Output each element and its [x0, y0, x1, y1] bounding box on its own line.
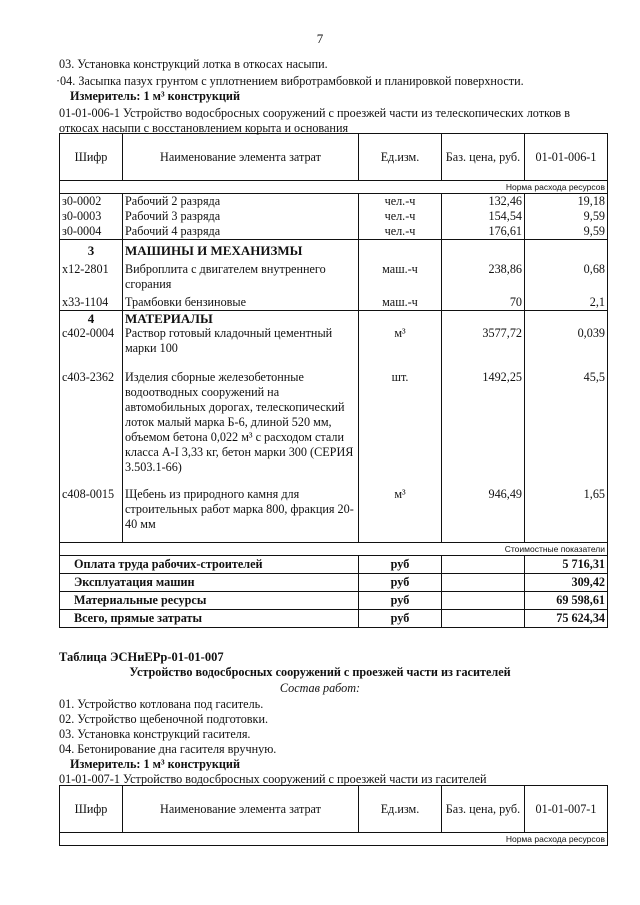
cell-code: з0-0002 — [60, 194, 123, 210]
total-unit: руб — [359, 610, 442, 628]
cell-name: Виброплита с двигателем внутреннего сгорания — [123, 258, 359, 292]
header-code: Шифр — [60, 786, 123, 833]
work-step-line: 03. Установка конструкций лотка в откосах насыпи. — [59, 57, 328, 71]
cell-code: х33-1104 — [60, 292, 123, 311]
cell-code: з0-0004 — [60, 224, 123, 240]
total-value: 75 624,34 — [525, 610, 608, 628]
section-number: 3 — [60, 240, 123, 259]
table-subtitle: Устройство водосбросных сооружений с проезжей части из гасителей — [129, 665, 511, 679]
cell-norm: 45,5 — [525, 356, 608, 475]
cell-name: Рабочий 3 разряда — [123, 209, 359, 224]
work-step-line: 03. Установка конструкций гасителя. — [59, 727, 251, 741]
header-name: Наименование элемента затрат — [123, 786, 359, 833]
section-number: 4 — [60, 311, 123, 327]
table-row — [60, 292, 608, 311]
cell-unit: чел.-ч — [359, 224, 442, 240]
table-row — [60, 356, 608, 475]
work-step-line: ·04. Засыпка пазух грунтом с уплотнением вибротрамбовкой и планировкой поверхности. — [56, 74, 524, 88]
total-unit: руб — [359, 592, 442, 610]
cell-price: 1492,25 — [442, 356, 525, 475]
cell-code: с403-2362 — [60, 356, 123, 475]
cell-name: Щебень из природного камня для строительных работ марка 800, фракция 20-40 мм — [123, 475, 359, 532]
cell-norm: 19,18 — [525, 194, 608, 210]
cell-norm: 0,039 — [525, 326, 608, 356]
cell-price: 946,49 — [442, 475, 525, 532]
cell-unit: маш.-ч — [359, 258, 442, 292]
total-label: Всего, прямые затраты — [60, 610, 359, 628]
total-value: 69 598,61 — [525, 592, 608, 610]
cell-price: 132,46 — [442, 194, 525, 210]
total-label: Оплата труда рабочих-строителей — [60, 556, 359, 574]
cell-name: Изделия сборные железобетонные водоотводных сооружений на автомобильных дорогах, телескопический лоток малый марка Б-6, длиной 520 мм, объемом бетона 0,022 м³ с расходом стали класса А-I 3,33 кг, бетон марки 300 (СЕРИЯ 3.503.1-66) — [123, 356, 359, 475]
cell-price: 70 — [442, 292, 525, 311]
cell-unit: м³ — [359, 326, 442, 356]
section-row — [60, 311, 608, 327]
cell-unit: маш.-ч — [359, 292, 442, 311]
cell-code: х12-2801 — [60, 258, 123, 292]
rate-description: 01-01-006-1 Устройство водосбросных сооружений с проезжей части из телескопических лотков в — [59, 106, 570, 120]
cell-unit: шт. — [359, 356, 442, 475]
measure-unit-label: Измеритель: 1 м³ конструкций — [70, 89, 240, 103]
rate-description: откосах насыпи с восстановлением корыта и основания — [59, 121, 349, 135]
section-row — [60, 240, 608, 259]
header-norm: 01-01-007-1 — [525, 786, 608, 833]
header-price: Баз. цена, руб. — [442, 786, 525, 833]
cell-norm: 0,68 — [525, 258, 608, 292]
header-price: Баз. цена, руб. — [442, 134, 525, 181]
total-row — [60, 610, 608, 628]
total-label: Материальные ресурсы — [60, 592, 359, 610]
table-row — [60, 224, 608, 240]
header-norm: 01-01-006-1 — [525, 134, 608, 181]
cell-code: с408-0015 — [60, 475, 123, 532]
section-title: МАШИНЫ И МЕХАНИЗМЫ — [123, 240, 359, 259]
table-row — [60, 258, 608, 292]
norm-caption: Норма расхода ресурсов — [60, 833, 608, 846]
table-row — [60, 194, 608, 210]
total-value: 5 716,31 — [525, 556, 608, 574]
work-step-line: 04. Бетонирование дна гасителя вручную. — [59, 742, 277, 756]
cell-price: 3577,72 — [442, 326, 525, 356]
work-step-line: 02. Устройство щебеночной подготовки. — [59, 712, 269, 726]
cell-norm: 2,1 — [525, 292, 608, 311]
cell-price: 154,54 — [442, 209, 525, 224]
cell-code: с402-0004 — [60, 326, 123, 356]
total-row — [60, 592, 608, 610]
cell-code: з0-0003 — [60, 209, 123, 224]
resource-table — [59, 133, 608, 628]
cell-norm: 1,65 — [525, 475, 608, 532]
work-step-line: 01. Устройство котлована под гаситель. — [59, 697, 264, 711]
cell-price: 176,61 — [442, 224, 525, 240]
cell-name: Раствор готовый кладочный цементный марки 100 — [123, 326, 359, 356]
table-title: Таблица ЭСНиЕРр-01-01-007 — [59, 650, 224, 664]
total-label: Эксплуатация машин — [60, 574, 359, 592]
cell-name: Рабочий 2 разряда — [123, 194, 359, 210]
section-title: МАТЕРИАЛЫ — [123, 311, 359, 327]
table-row — [60, 475, 608, 532]
header-code: Шифр — [60, 134, 123, 181]
header-name: Наименование элемента затрат — [123, 134, 359, 181]
table-row — [60, 326, 608, 356]
cell-unit: чел.-ч — [359, 194, 442, 210]
cell-price: 238,86 — [442, 258, 525, 292]
norm-caption: Норма расхода ресурсов — [60, 181, 608, 194]
total-row — [60, 556, 608, 574]
header-unit: Ед.изм. — [359, 134, 442, 181]
work-composition-label: Состав работ: — [279, 681, 361, 695]
cost-caption: Стоимостные показатели — [60, 543, 608, 556]
page-number: 7 — [316, 31, 324, 46]
cell-norm: 9,59 — [525, 209, 608, 224]
cell-unit: м³ — [359, 475, 442, 532]
total-row — [60, 574, 608, 592]
cell-name: Рабочий 4 разряда — [123, 224, 359, 240]
total-unit: руб — [359, 556, 442, 574]
cell-unit: чел.-ч — [359, 209, 442, 224]
cell-norm: 9,59 — [525, 224, 608, 240]
rate-description: 01-01-007-1 Устройство водосбросных сооружений с проезжей части из гасителей — [59, 772, 487, 786]
measure-unit-label: Измеритель: 1 м³ конструкций — [70, 757, 240, 771]
table-row — [60, 209, 608, 224]
total-unit: руб — [359, 574, 442, 592]
header-unit: Ед.изм. — [359, 786, 442, 833]
cell-name: Трамбовки бензиновые — [123, 292, 359, 311]
resource-table — [59, 785, 608, 846]
total-value: 309,42 — [525, 574, 608, 592]
